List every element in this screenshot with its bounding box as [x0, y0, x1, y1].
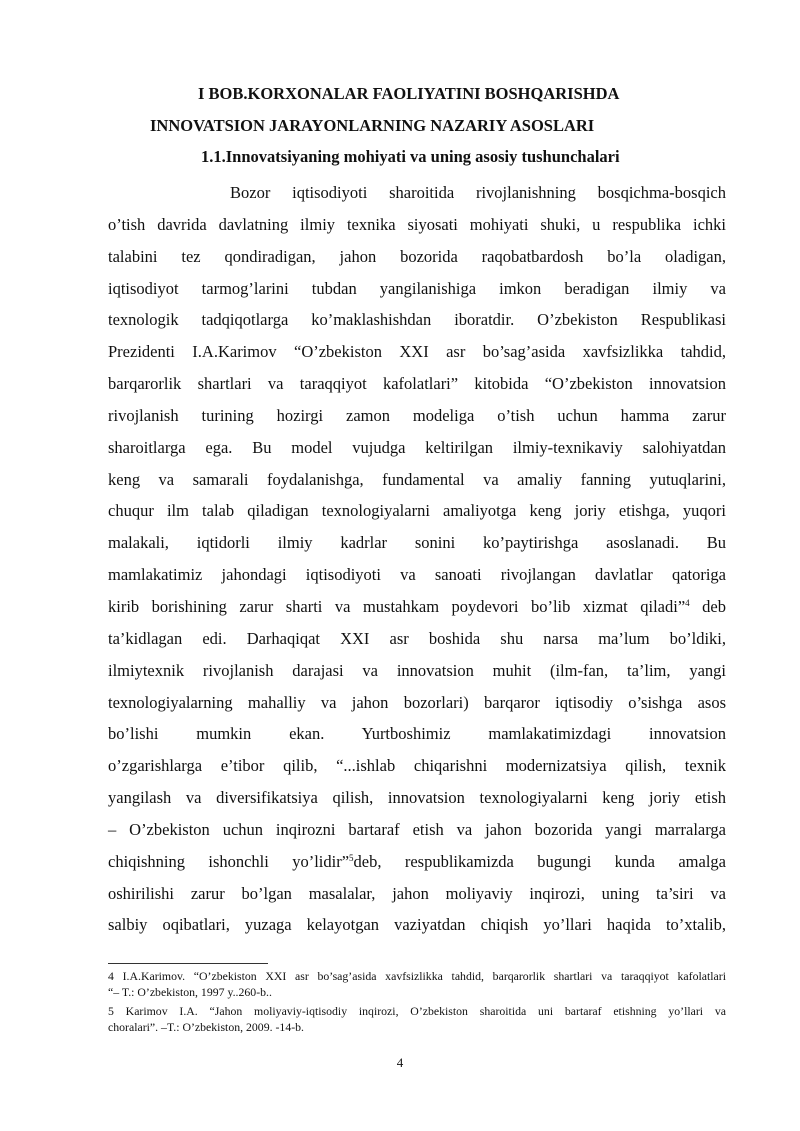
body-line-tail: deb [689, 596, 726, 616]
body-line-tail: deb, respublikamizda bugungi kunda amalga [353, 851, 727, 871]
body-line: texnologiyalarning mahalliy va jahon bozorlari) barqaror iqtisodiy o’sishga asos [108, 692, 726, 712]
body-line: talabini tez qondiradigan, jahon bozorida raqobatbardosh bo’la oladigan, [108, 246, 726, 266]
body-line: texnologik tadqiqotlarga ko’maklashishdan iboratdir. O’zbekiston Respublikasi [108, 310, 726, 330]
footnote-ref-4[interactable]: 4 [685, 597, 690, 608]
body-line: barqarorlik shartlari va taraqqiyot kafolatlari” kitobida “O’zbekiston innovatsion [108, 374, 726, 394]
footnotes [108, 968, 726, 1038]
body-line: chuqur ilm talab qiladigan texnologiyalarni amaliyotga keng joriy etishga, yuqori [108, 501, 726, 521]
chapter-title-line2: INNOVATSION JARAYONLARNING NAZARIY ASOSLARI [150, 116, 595, 135]
body-line-text: kirib borishining zarur sharti va mustahkam poydevori bo’lib xizmat qiladi” [108, 596, 686, 616]
section-title: 1.1.Innovatsiyaning mohiyati va uning asosiy tushunchalari [201, 147, 620, 166]
body-line: Prezidenti I.A.Karimov “O’zbekiston XXI asr bo’sag’asida xavfsizlikka tahdid, [108, 342, 726, 362]
body-line: Bozor iqtisodiyoti sharoitida rivojlanishning bosqichma-bosqich [230, 183, 726, 202]
chapter-title-line1: I BOB.KORXONALAR FAOLIYATINI BOSHQARISHDA [198, 84, 620, 103]
body-line: sharoitlarga ega. Bu model vujudga keltirilgan ilmiy-texnikaviy salohiyatdan [108, 437, 726, 457]
body-line-with-footnote [108, 846, 726, 878]
footnote-line: 4 I.A.Karimov. “O’zbekiston XXI asr bo’sag’asida xavfsizlikka tahdid, barqarorlik shartlari va taraqqiyot kafolatlari [108, 969, 726, 983]
footnote-4 [108, 968, 726, 1000]
body-line: – O’zbekiston uchun inqirozni bartaraf etish va jahon bozorida yangi marralarga [108, 819, 726, 839]
body-line: bo’lishi mumkin ekan. Yurtboshimiz mamlakatimizdagi innovatsion [108, 724, 726, 744]
footnote-line: choralari”. –T.: O’zbekiston, 2009. -14-b. [108, 1020, 305, 1034]
body-line: ta’kidlagan edi. Darhaqiqat XXI asr boshida shu narsa ma’lum bo’ldiki, [108, 628, 726, 648]
body-line: oshirilishi zarur bo’lgan masalalar, jahon moliyaviy inqirozi, uning ta’siri va [108, 883, 726, 903]
body-text [108, 177, 726, 941]
page-number: 4 [396, 1055, 404, 1070]
body-line: keng va samarali foydalanishga, fundamental va amaliy fanning yutuqlarini, [108, 469, 726, 489]
body-line: iqtisodiyot tarmog’larini tubdan yangilanishiga imkon beradigan ilmiy va [108, 278, 726, 298]
footnote-5 [108, 1003, 726, 1035]
body-line: rivojlanish turining hozirgi zamon modeliga o’tish uchun hamma zarur [108, 405, 726, 425]
body-line: salbiy oqibatlari, yuzaga kelayotgan vaziyatdan chiqish yo’llari haqida to’xtalib, [108, 915, 726, 935]
footnote-line: “– T.: O’zbekiston, 1997 y..260-b.. [108, 985, 272, 999]
body-line: o’zgarishlarga e’tibor qilib, “...ishlab chiqarishni modernizatsiya qilish, texnik [108, 756, 726, 776]
body-line: yangilash va diversifikatsiya qilish, innovatsion texnologiyalarni keng joriy etish [108, 788, 726, 808]
body-line-with-footnote [108, 591, 726, 623]
footnote-line: 5 Karimov I.A. “Jahon moliyaviy-iqtisodiy inqirozi, O’zbekiston sharoitida uni bartaraf etishning yo’llari va [108, 1004, 726, 1018]
body-line-text: chiqishning ishonchli yo’lidir” [108, 851, 350, 871]
body-line: malakali, iqtidorli ilmiy kadrlar sonini ko’paytirishga asoslanadi. Bu [108, 533, 726, 553]
body-line: o’tish davrida davlatning ilmiy texnika siyosati mohiyati shuki, u respublika ichki [108, 214, 726, 234]
footnote-ref-5[interactable]: 5 [349, 852, 354, 863]
body-line: mamlakatimiz jahondagi iqtisodiyoti va sanoati rivojlangan davlatlar qatoriga [108, 565, 726, 585]
footnote-divider [108, 963, 268, 964]
body-line: ilmiytexnik rivojlanish darajasi va innovatsion muhit (ilm-fan, ta’lim, yangi [108, 660, 726, 680]
